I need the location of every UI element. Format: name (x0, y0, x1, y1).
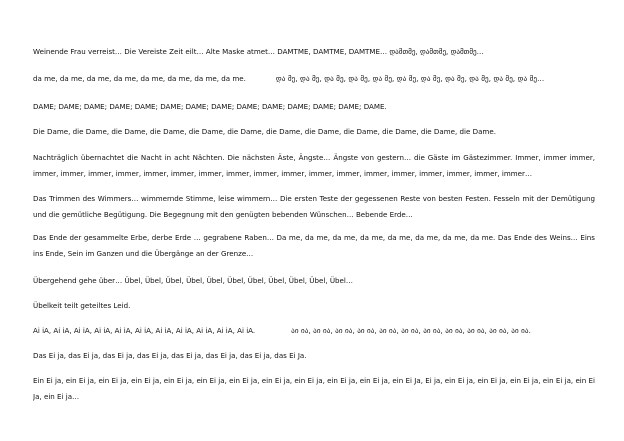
paragraph-8-text: Übergehend gehe über… Übel, Übel, Übel, Übel, Übel, Übel, Übel, Übel, Übel, Übel, Übel… (33, 276, 353, 285)
paragraph-8 (33, 273, 595, 289)
paragraph-1 (33, 44, 595, 60)
paragraph-9-text: Übelkeit teilt geteiltes Leid. (33, 301, 131, 310)
paragraph-6 (33, 191, 595, 222)
paragraph-7-text: Das Ende der gesammelte Erbe, derbe Erde … gegrabene Raben… Da me, da me, da me, da me, da me, da me, da me, da me. Das Ende des Weins… Eins ins Ende, Sein im Ganzen und die Übergänge an der Grenze… (33, 233, 595, 258)
paragraph-12 (33, 373, 595, 404)
paragraph-4 (33, 124, 595, 140)
paragraph-4-text: Die Dame, die Dame, die Dame, die Dame, die Dame, die Dame, die Dame, die Dame, die Dame, die Dame, die Dame, die Dame. (33, 127, 496, 136)
paragraph-3 (33, 99, 595, 115)
paragraph-11-text: Das Ei ja, das Ei ja, das Ei ja, das Ei ja, das Ei ja, das Ei ja, das Ei ja, das Ei Ja. (33, 351, 307, 360)
paragraph-6-text: Das Trimmen des Wimmers… wimmernde Stimme, leise wimmern… Die ersten Teste der gegessenen Reste von besten Festen. Fesseln mit der Demütigung und die gemütliche Begütigung. Die Begegnung mit den genügten bebenden Wünschen… Bebende Erde… (33, 194, 595, 219)
paragraph-10-georgian: აი ია, აი ია, აი ია, აი ია, აი ია, აი ია, აი ია, აი ია, აი ია, აი ია, აი ია. (291, 326, 531, 335)
paragraph-7 (33, 230, 595, 261)
paragraph-1-text: Weinende Frau verreist… Die Vereiste Zeit eilt… Alte Maske atmet… DAMTME, DAMTME, DAMTME… დამთმე, დამთმე, დამთმე… (33, 47, 484, 56)
paragraph-3-text: DAME; DAME; DAME; DAME; DAME; DAME; DAME; DAME; DAME; DAME; DAME; DAME; DAME; DAME. (33, 102, 387, 111)
paragraph-5-text: Nachträglich übernachtet die Nacht in acht Nächten. Die nächsten Äste, Ängste… Ängste von gestern… die Gäste im Gästezimmer. Immer, immer immer, immer, immer, immer, immer, immer, immer, immer, immer, immer, immer, immer, immer, immer, immer, immer, immer, immer, immer… (33, 153, 595, 178)
paragraph-2 (33, 71, 595, 87)
paragraph-9 (33, 298, 595, 314)
paragraph-5 (33, 150, 595, 181)
paragraph-2-latin: da me, da me, da me, da me, da me, da me, da me, da me. (33, 74, 246, 83)
paragraph-10-latin: Ai iA, Ai iA, Ai iA, Ai iA, Ai iA, Ai iA, Ai iA, Ai iA, Ai iA, Ai iA, Ai iA. (33, 326, 256, 335)
paragraph-11 (33, 348, 595, 364)
paragraph-12-text: Ein Ei ja, ein Ei ja, ein Ei ja, ein Ei ja, ein Ei ja, ein Ei ja, ein Ei ja, ein Ei ja, ein Ei ja, ein Ei ja, ein Ei ja, ein Ei Ja, Ei ja, ein Ei ja, ein Ei ja, ein Ei ja, ein Ei ja, ein Ei Ja, ein Ei ja… (33, 376, 595, 401)
paragraph-10 (33, 323, 595, 339)
paragraph-2-georgian: და მე, და მე, და მე, და მე, და მე, და მე, და მე, და მე, და მე, და მე, და მე… (275, 74, 545, 83)
